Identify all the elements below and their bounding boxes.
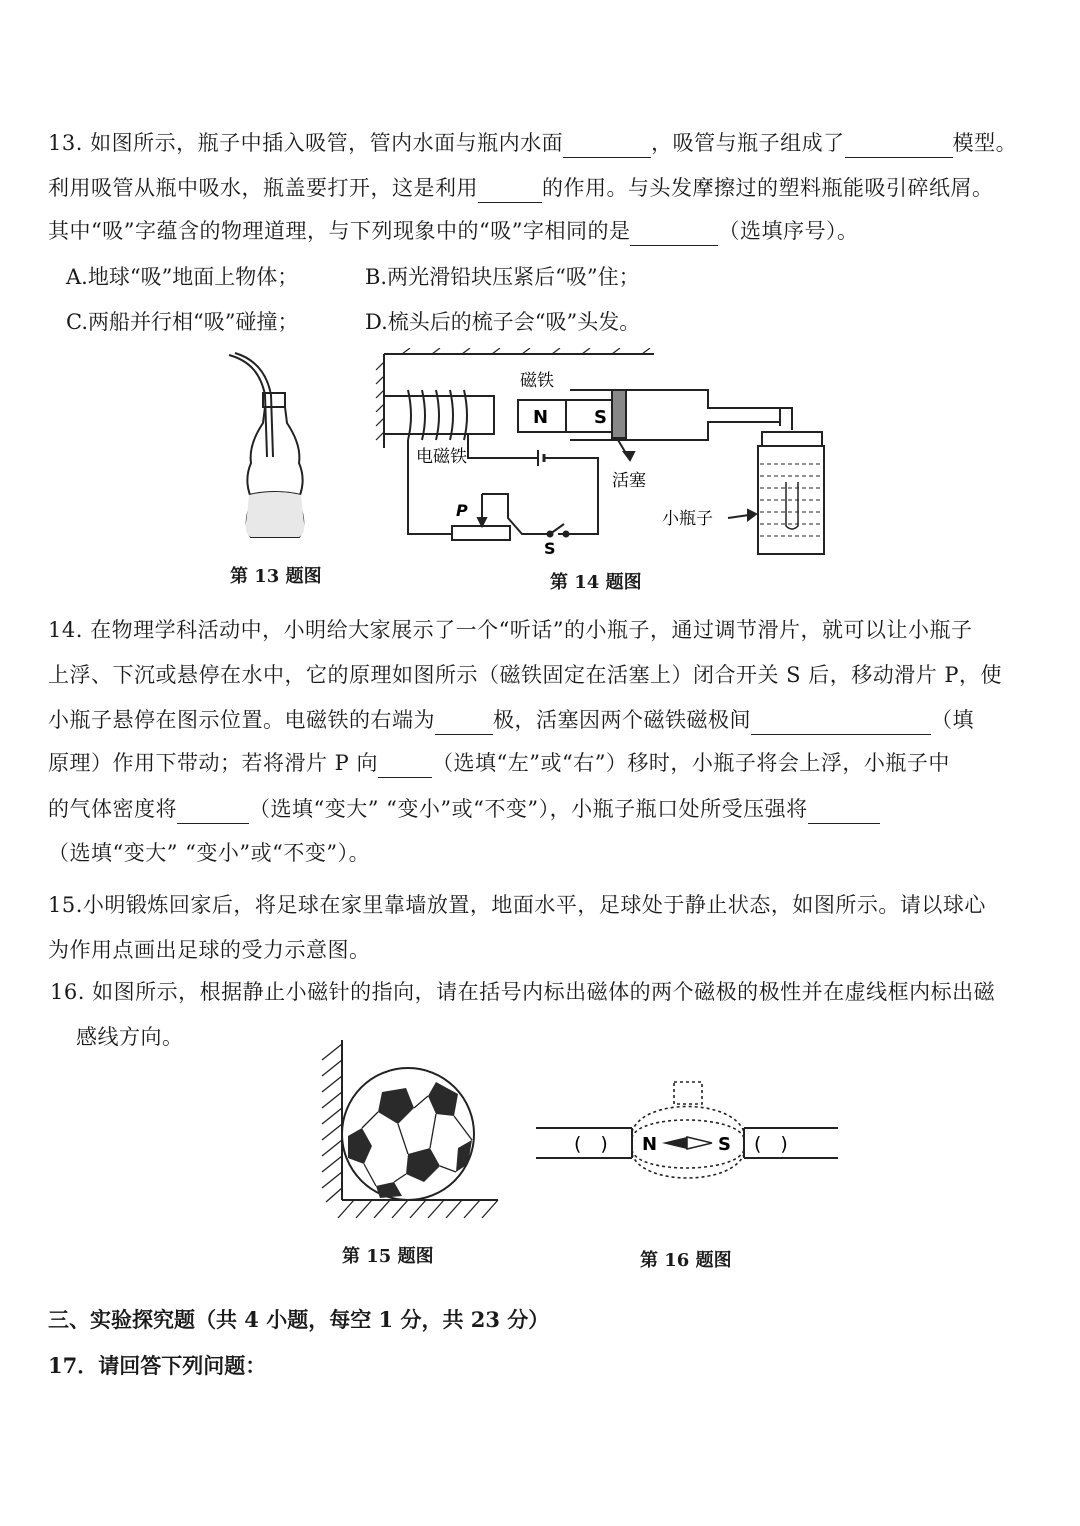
q14-blank1[interactable] bbox=[435, 712, 493, 735]
fig16-left-pole-bracket[interactable]: ( ) bbox=[574, 1133, 608, 1155]
q15-line2: 为作用点画出足球的受力示意图。 bbox=[48, 938, 371, 962]
fig14-electromagnet-label: 电磁铁 bbox=[416, 447, 467, 467]
q13-blank2[interactable] bbox=[845, 135, 953, 158]
fig14-piston-label: 活塞 bbox=[612, 471, 646, 491]
q14-blank4[interactable] bbox=[177, 801, 249, 824]
fig14-bottle-label: 小瓶子 bbox=[662, 509, 713, 529]
q13-line1: 13. 如图所示，瓶子中插入吸管，管内水面与瓶内水面 ，吸管与瓶子组成了 模型。 bbox=[48, 128, 1017, 158]
q14-line5: 的气体密度将 （选填“变大” “变小”或“不变”），小瓶子瓶口处所受压强将 bbox=[48, 794, 880, 824]
q13-blank3[interactable] bbox=[478, 180, 542, 203]
fig14-s-pole: S bbox=[594, 407, 607, 428]
q14-line1: 14. 在物理学科活动中，小明给大家展示了一个“听话”的小瓶子，通过调节滑片，就可以让小瓶子 bbox=[48, 618, 973, 642]
fig13-bottle-diagram bbox=[215, 345, 325, 545]
fig14-slider-p: P bbox=[456, 501, 468, 520]
fig14-magnet-label: 磁铁 bbox=[520, 371, 554, 391]
fig16-right-pole-bracket[interactable]: ( ) bbox=[754, 1133, 788, 1155]
q13-blank1[interactable] bbox=[563, 135, 651, 158]
fig13-caption: 第 13 题图 bbox=[230, 566, 322, 587]
q14-blank3[interactable] bbox=[378, 755, 432, 778]
fig14-n-pole: N bbox=[533, 407, 549, 428]
fig15-football-diagram bbox=[318, 1036, 502, 1232]
fig16-needle-s: S bbox=[718, 1134, 731, 1155]
q13-option-c: C.两船并行相“吸”碰撞； bbox=[66, 310, 299, 334]
q13-option-b: B.两光滑铅块压紧后“吸”住； bbox=[365, 265, 640, 289]
q14-line3: 小瓶子悬停在图示位置。电磁铁的右端为 极，活塞因两个磁铁磁极间 （填 bbox=[48, 705, 974, 735]
q16-line2: 感线方向。 bbox=[76, 1025, 184, 1049]
q13-option-a: A.地球“吸”地面上物体； bbox=[66, 265, 299, 289]
q14-line4: 原理）作用下带动；若将滑片 P 向 （选填“左”或“右”）移时，小瓶子将会上浮，小瓶子中 bbox=[48, 748, 950, 778]
q14-line6: （选填“变大” “变小”或“不变”）。 bbox=[48, 841, 371, 865]
fig16-caption: 第 16 题图 bbox=[640, 1250, 732, 1271]
fig14-caption: 第 14 题图 bbox=[550, 572, 642, 593]
fig16-magnet-diagram bbox=[532, 1078, 842, 1188]
compass-needle-icon bbox=[662, 1137, 712, 1149]
fig14-circuit-diagram bbox=[372, 348, 842, 563]
q13-blank4[interactable] bbox=[630, 223, 718, 246]
q14-blank2[interactable] bbox=[751, 712, 931, 735]
fig15-caption: 第 15 题图 bbox=[342, 1246, 434, 1267]
dashed-box bbox=[674, 1082, 702, 1104]
q13-line3: 其中“吸”字蕴含的物理道理，与下列现象中的“吸”字相同的是 （选填序号）。 bbox=[48, 216, 858, 246]
q15-line1: 15.小明锻炼回家后，将足球在家里靠墙放置，地面水平，足球处于静止状态，如图所示。请以球心 bbox=[48, 893, 986, 917]
q13-line2: 利用吸管从瓶中吸水，瓶盖要打开，这是利用 的作用。与头发摩擦过的塑料瓶能吸引碎纸屑。 bbox=[48, 173, 994, 203]
section3-title: 三、实验探究题（共 4 小题，每空 1 分，共 23 分） bbox=[48, 1307, 550, 1332]
q13-option-d: D.梳头后的梳子会“吸”头发。 bbox=[365, 310, 641, 334]
fig16-needle-n: N bbox=[642, 1134, 658, 1155]
q17-text: 17．请回答下列问题： bbox=[48, 1353, 267, 1378]
q16-line1: 16. 如图所示，根据静止小磁针的指向，请在括号内标出磁体的两个磁极的极性并在虚线框内标出磁 bbox=[50, 980, 996, 1004]
q14-blank5[interactable] bbox=[808, 801, 880, 824]
q14-line2: 上浮、下沉或悬停在水中，它的原理如图所示（磁铁固定在活塞上）闭合开关 S 后，移动滑片 P，使 bbox=[48, 663, 1003, 687]
fig14-switch-s: S bbox=[544, 539, 556, 558]
